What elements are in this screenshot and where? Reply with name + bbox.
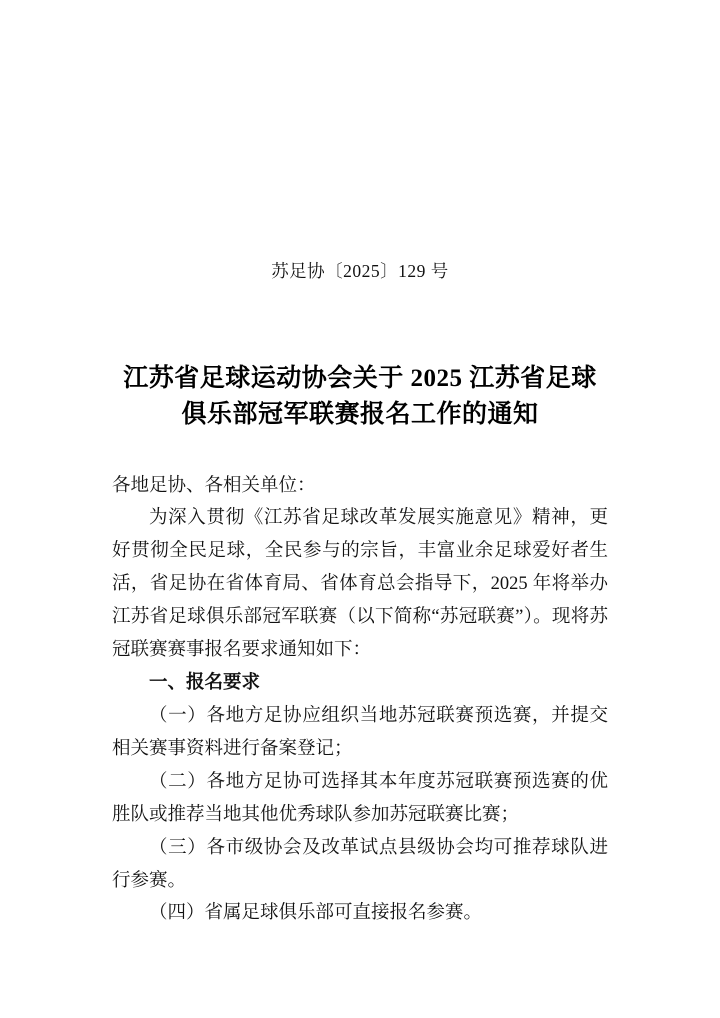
list-item: （三）各市级协会及改革试点县级协会均可推荐球队进行参赛。 bbox=[112, 837, 608, 891]
list-item: （一）各地方足协应组织当地苏冠联赛预选赛，并提交相关赛事资料进行备案登记； bbox=[112, 705, 608, 759]
section-heading: 一、报名要求 bbox=[149, 673, 261, 694]
page-title: 江苏省足球运动协会关于 2025 江苏省足球俱乐部冠军联赛报名工作的通知 bbox=[123, 365, 597, 429]
document-body bbox=[112, 470, 608, 931]
list-item: （四）省属足球俱乐部可直接报名参赛。 bbox=[149, 903, 483, 924]
salutation: 各地足协、各相关单位： bbox=[112, 475, 316, 496]
body-paragraph: 为深入贯彻《江苏省足球改革发展实施意见》精神，更好贯彻全民足球，全民参与的宗旨，丰富业余足球爱好者生活，省足协在省体育局、省体育总会指导下，2025 年将举办江苏省足球俱乐部冠军联赛（以下简称“苏冠联赛”）。现将苏冠联赛赛事报名要求通知如下： bbox=[112, 508, 608, 661]
list-item: （二）各地方足协可选择其本年度苏冠联赛预选赛的优胜队或推荐当地其他优秀球队参加苏冠联赛比赛； bbox=[112, 771, 608, 825]
document-number: 苏足协〔2025〕129 号 bbox=[271, 261, 449, 281]
